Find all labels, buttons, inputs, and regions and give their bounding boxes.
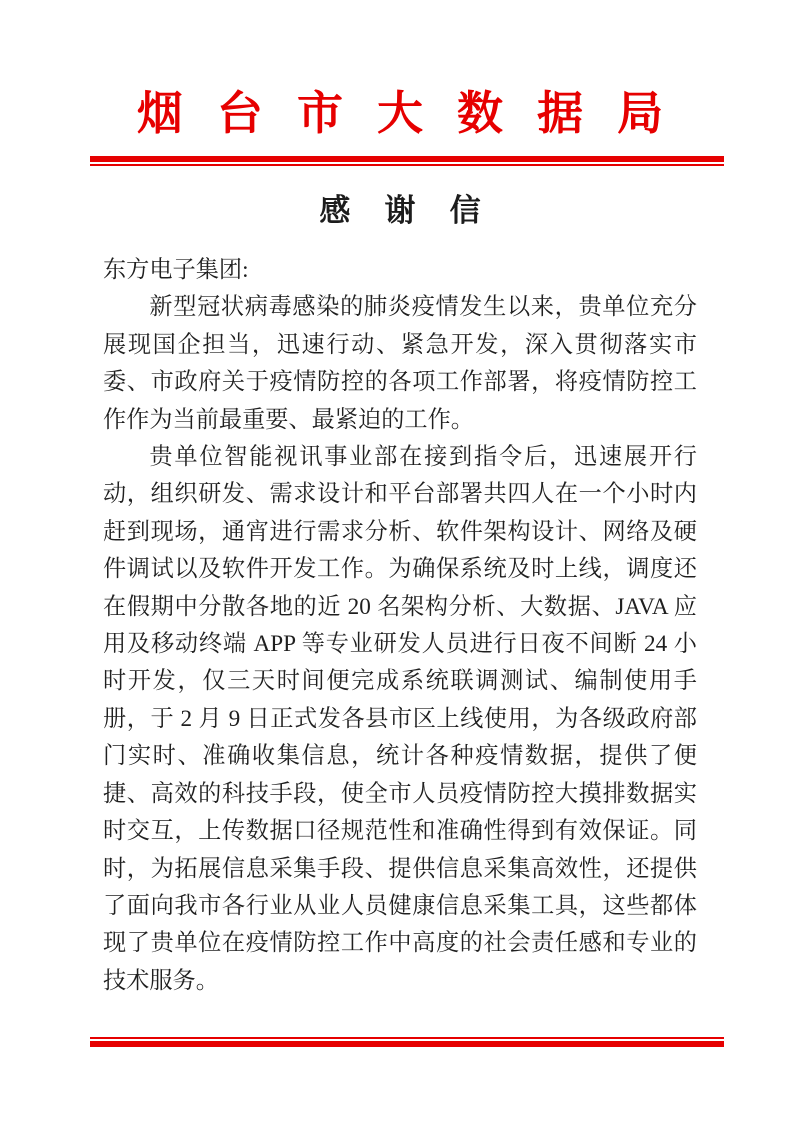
letterhead-title: 烟台市大数据局: [136, 88, 698, 139]
body-paragraph-1: 新型冠状病毒感染的肺炎疫情发生以来，贵单位充分展现国企担当，迅速行动、紧急开发，深入贯彻落实市委、市政府关于疫情防控的各项工作部署，将疫情防控工作作为当前最重要、最紧迫的工作。: [103, 294, 697, 433]
document-body: [103, 252, 697, 1000]
divider-thick-bar: [90, 1041, 724, 1047]
document-title: 感谢信: [319, 193, 515, 228]
letterhead-divider: [90, 156, 724, 166]
divider-thin-bar: [90, 164, 724, 166]
salutation: 东方电子集团:: [103, 257, 249, 283]
body-paragraph-2: 贵单位智能视讯事业部在接到指令后，迅速展开行动，组织研发、需求设计和平台部署共四人在一个小时内赶到现场，通宵进行需求分析、软件架构设计、网络及硬件调试以及软件开发工作。为确保系统及时上线，调度还在假期中分散各地的近 20 名架构分析、大数据、JAVA 应用及移动终端 APP 等专业研发人员进行日夜不间断 24 小时开发，仅三天时间便完成系统联调测试、编制使用手册，于 2 月 9 日正式发各县市区上线使用，为各级政府部门实时、准确收集信息，统计各种疫情数据，提供了便捷、高效的科技手段，使全市人员疫情防控大摸排数据实时交互，上传数据口径规范性和准确性得到有效保证。同时，为拓展信息采集手段、提供信息采集高效性，还提供了面向我市各行业从业人员健康信息采集工具，这些都体现了贵单位在疫情防控工作中高度的社会责任感和专业的技术服务。: [103, 444, 697, 994]
footer-divider: [90, 1037, 724, 1047]
